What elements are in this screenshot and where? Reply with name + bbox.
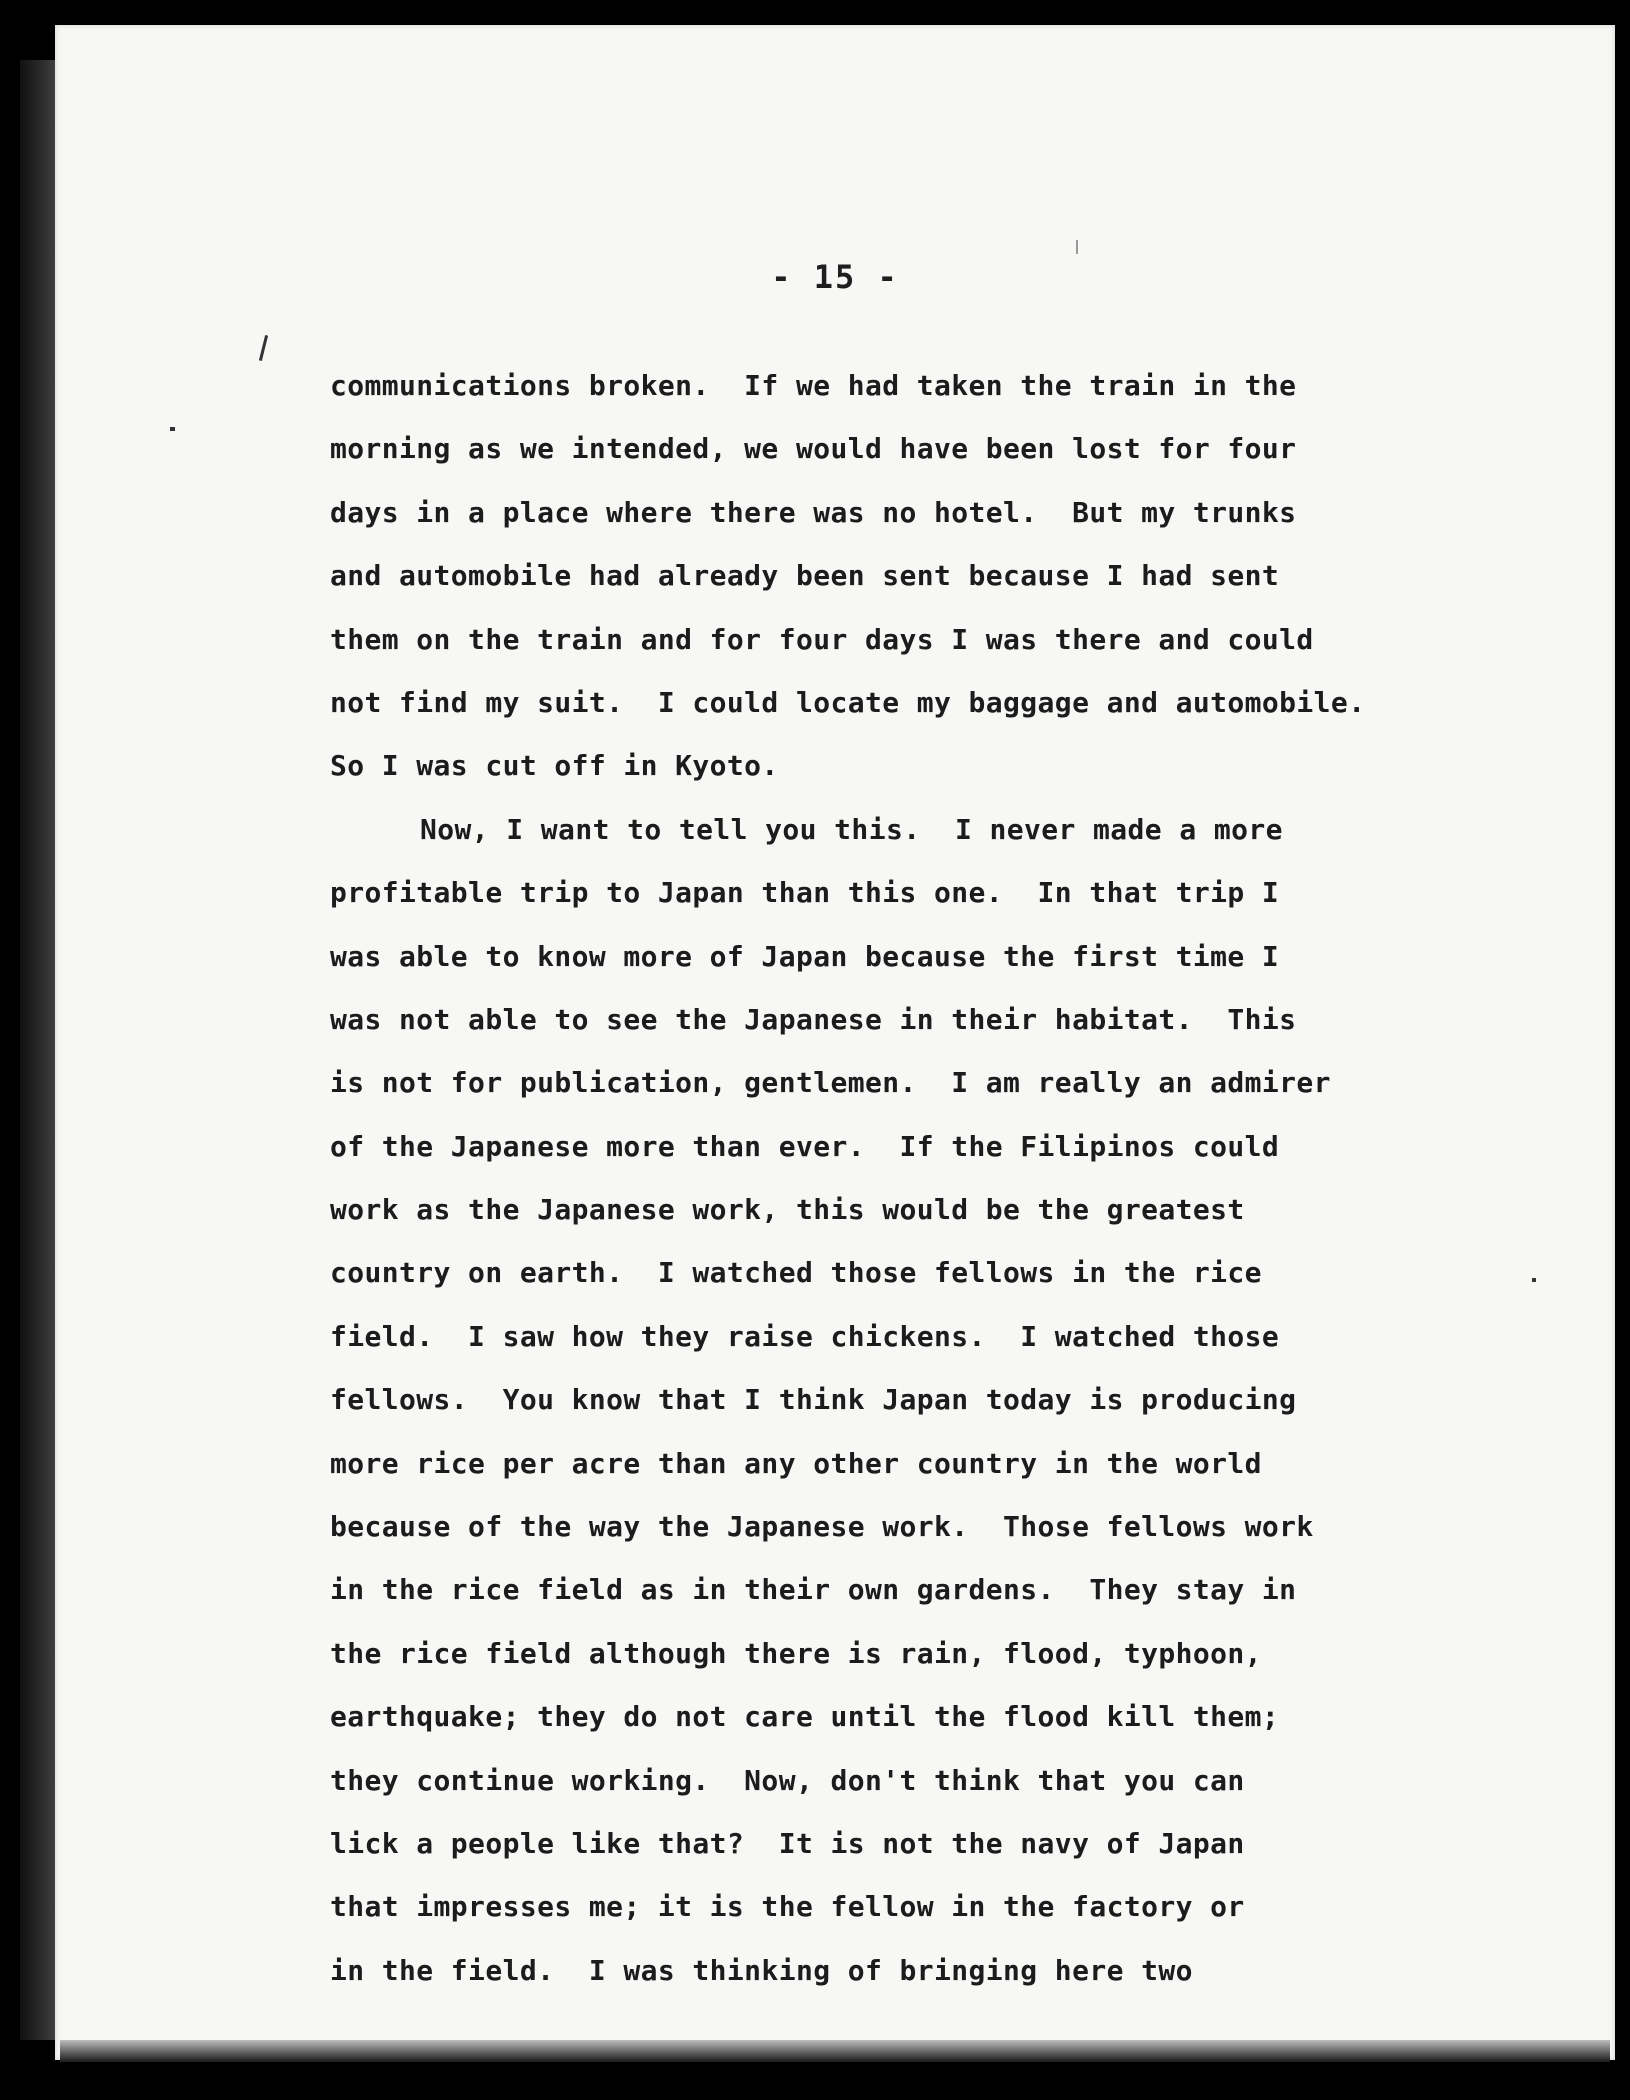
text-line: days in a place where there was no hotel. But my trunks (330, 495, 1297, 529)
text-line: because of the way the Japanese work. Those fellows work (330, 1510, 1314, 1544)
typewritten-body (330, 354, 1510, 2002)
stray-tick-mark (1076, 240, 1078, 254)
text-line: country on earth. I watched those fellows in the rice (330, 1256, 1262, 1290)
text-line: profitable trip to Japan than this one. In that trip I (330, 876, 1280, 910)
text-line: them on the train and for four days I was there and could (330, 622, 1314, 656)
text-line: and automobile had already been sent because I had sent (330, 559, 1280, 593)
text-line: more rice per acre than any other country in the world (330, 1446, 1262, 1480)
stray-dot-mark (170, 427, 175, 431)
text-line: was not able to see the Japanese in their habitat. This (330, 1002, 1297, 1036)
text-line: work as the Japanese work, this would be the greatest (330, 1193, 1245, 1227)
text-line: Now, I want to tell you this. I never made a more (420, 812, 1283, 846)
text-line: not find my suit. I could locate my baggage and automobile. (330, 685, 1366, 719)
text-line: communications broken. If we had taken the train in the (330, 369, 1297, 402)
text-line: earthquake; they do not care until the flood kill them; (330, 1700, 1280, 1734)
text-line: lick a people like that? It is not the navy of Japan (330, 1826, 1245, 1860)
text-line: fellows. You know that I think Japan today is producing (330, 1383, 1297, 1417)
text-line: was able to know more of Japan because the first time I (330, 939, 1280, 973)
text-line: of the Japanese more than ever. If the Filipinos could (330, 1129, 1280, 1163)
text-line: morning as we intended, we would have been lost for four (330, 432, 1297, 466)
text-line: So I was cut off in Kyoto. (330, 749, 779, 783)
text-line: field. I saw how they raise chickens. I watched those (330, 1319, 1280, 1353)
page-number: - 15 - (771, 258, 899, 296)
text-line: in the field. I was thinking of bringing here two (330, 1953, 1193, 1987)
text-line: in the rice field as in their own gardens. They stay in (330, 1573, 1297, 1607)
text-line: that impresses me; it is the fellow in the factory or (330, 1890, 1245, 1924)
text-line: they continue working. Now, don't think that you can (330, 1763, 1245, 1797)
text-line: is not for publication, gentlemen. I am really an admirer (330, 1066, 1331, 1100)
stray-dot-mark (1532, 1278, 1536, 1282)
paper-bottom-edge (60, 2040, 1610, 2062)
text-line: the rice field although there is rain, flood, typhoon, (330, 1636, 1262, 1670)
